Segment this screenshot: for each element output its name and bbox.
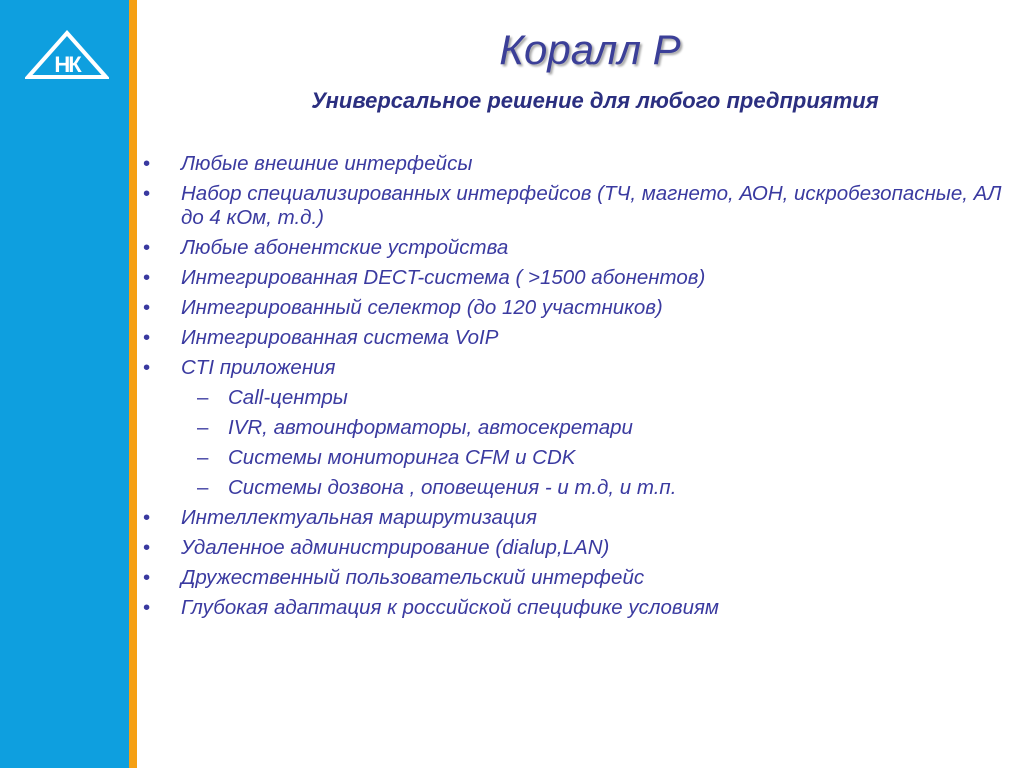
sub-bullet-item (140, 383, 1020, 413)
bullet-item (140, 533, 1020, 563)
bullet-item (140, 149, 1020, 179)
bullet-text: Интегрированный селектор (до 120 участников) (181, 296, 663, 319)
bullet-marker: • (143, 152, 151, 175)
bullet-marker: • (143, 236, 151, 259)
bullet-text: Системы дозвона , оповещения - и т.д, и т.п. (228, 476, 677, 499)
dash-marker: – (197, 386, 209, 409)
bullet-text: CTI приложения (181, 356, 336, 379)
slide-title: Коралл Р (499, 26, 681, 73)
dash-marker: – (197, 446, 209, 469)
sub-bullet-item (140, 443, 1020, 473)
bullet-item (140, 593, 1020, 623)
bullet-text: Любые абонентские устройства (181, 236, 509, 259)
bullet-text: Дружественный пользовательский интерфейс (181, 566, 645, 589)
bullet-item (140, 293, 1020, 323)
bullet-text: IVR, автоинформаторы, автосекретари (228, 416, 633, 439)
logo-text: НК (54, 52, 80, 77)
bullet-marker: • (143, 266, 151, 289)
slide-subtitle: Универсальное решение для любого предприятия (311, 88, 879, 113)
bullet-item (140, 263, 1020, 293)
bullet-item (140, 233, 1020, 263)
bullet-marker: • (143, 182, 151, 205)
bullet-marker: • (143, 506, 151, 529)
bullet-text: Call-центры (228, 386, 348, 409)
dash-marker: – (197, 416, 209, 439)
bullet-text: Удаленное администрирование (dialup,LAN) (181, 536, 610, 559)
left-sidebar-band (0, 0, 129, 768)
bullet-item (140, 179, 1020, 233)
bullet-marker: • (143, 596, 151, 619)
bullet-marker: • (143, 566, 151, 589)
bullet-item (140, 503, 1020, 533)
bullet-marker: • (143, 326, 151, 349)
sub-bullet-item (140, 413, 1020, 443)
bullet-text: Любые внешние интерфейсы (181, 152, 473, 175)
bullet-marker: • (143, 536, 151, 559)
bullet-text: Системы мониторинга CFM и CDK (228, 446, 576, 469)
sidebar-orange-stripe (129, 0, 137, 768)
nk-triangle-logo-icon (25, 30, 109, 80)
bullet-text: Набор специализированных интерфейсов (ТЧ, магнето, АОН, искробезопасные, АЛ до 4 кОм, т.д.) (181, 182, 1002, 229)
bullet-marker: • (143, 296, 151, 319)
bullet-text: Интегрированная система VoIP (181, 326, 499, 349)
bullet-text: Интеллектуальная маршрутизация (181, 506, 537, 529)
bullet-item (140, 353, 1020, 383)
sub-bullet-item (140, 473, 1020, 503)
bullet-item (140, 563, 1020, 593)
dash-marker: – (197, 476, 209, 499)
bullet-text: Глубокая адаптация к российской специфике условиям (181, 596, 719, 619)
feature-list (140, 149, 1020, 623)
bullet-text: Интегрированная DECT-система ( >1500 абонентов) (181, 266, 706, 289)
bullet-item (140, 323, 1020, 353)
bullet-marker: • (143, 356, 151, 379)
